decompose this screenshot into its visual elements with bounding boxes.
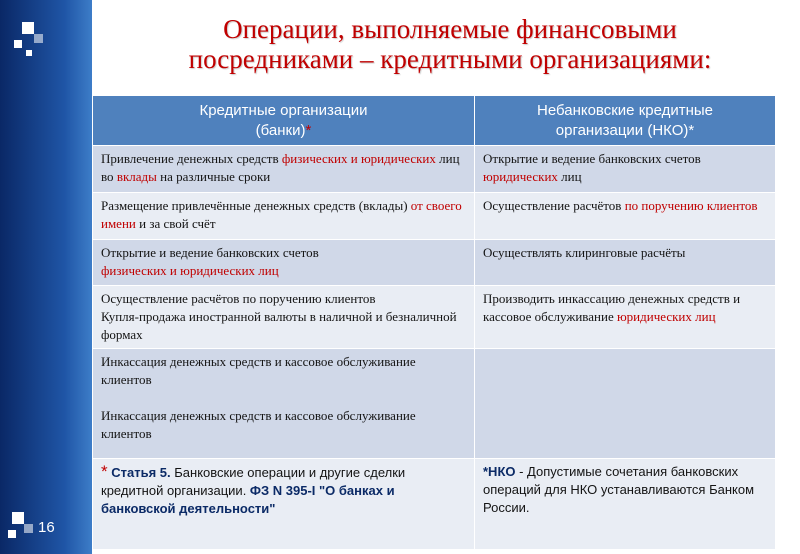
cell-text: на различные сроки xyxy=(156,169,271,184)
note-law: ФЗ N 395-I "О банках и банковской деятельности" xyxy=(101,483,395,516)
header-nko xyxy=(475,96,776,146)
cell-text: лиц xyxy=(557,169,582,184)
cell-text: Привлечение денежных средств xyxy=(101,151,282,166)
cell-highlight: вклады xyxy=(116,169,157,184)
decor-square xyxy=(22,22,34,34)
note-banks xyxy=(93,459,475,550)
cell-text: Производить инкассацию денежных средств и кассовое обслуживание xyxy=(483,291,741,324)
cell-text: Открытие и ведение банковских счетов xyxy=(483,151,701,166)
cell-text: Купля-продажа иностранной валюты в наличной и безналичной формах xyxy=(101,309,457,342)
note-text: - Допустимые сочетания банковских операций для НКО устанавливаются Банком России. xyxy=(483,464,755,515)
table-row xyxy=(93,349,776,459)
table-row xyxy=(93,240,776,286)
title-line: посредниками – кредитными организациями: xyxy=(188,44,712,74)
header-text: организации (НКО)* xyxy=(555,121,695,139)
table-cell xyxy=(93,146,475,193)
cell-highlight: физических и юридических xyxy=(281,151,436,166)
cell-text: Инкассация денежных средств и кассовое обслуживание клиентов xyxy=(101,354,416,387)
table-row xyxy=(93,286,776,349)
cell-text: Инкассация денежных средств и кассовое обслуживание клиентов xyxy=(101,408,416,441)
table-cell xyxy=(475,240,776,286)
cell-text: Осуществление расчётов по поручению клиентов xyxy=(101,291,376,306)
notes-row xyxy=(93,459,776,550)
table-cell xyxy=(475,193,776,240)
note-text: Банковские операции и другие сделки кредитной организации. xyxy=(101,465,406,498)
header-text: (банки) xyxy=(255,121,306,139)
cell-text: лиц во xyxy=(101,151,460,184)
decor-square xyxy=(24,524,33,533)
cell-highlight: физических и юридических лиц xyxy=(101,263,279,278)
header-text: Небанковские кредитные xyxy=(536,101,714,119)
operations-table xyxy=(92,95,776,550)
cell-highlight: юридических лиц xyxy=(616,309,716,324)
table-cell xyxy=(93,286,475,349)
title-line: Операции, выполняемые финансовыми xyxy=(223,14,677,44)
header-row xyxy=(93,96,776,146)
cell-text: и за свой счёт xyxy=(135,216,216,231)
table-cell xyxy=(475,286,776,349)
cell-text: Осуществлять клиринговые расчёты xyxy=(483,245,686,260)
cell-highlight: от своего имени xyxy=(101,198,462,231)
cell-text: Размещение привлечённые денежных средств (вклады) xyxy=(101,198,411,213)
header-banks xyxy=(93,96,475,146)
decor-square xyxy=(26,50,32,56)
note-nko xyxy=(475,459,776,550)
table-cell xyxy=(93,349,475,459)
table-cell xyxy=(93,240,475,286)
decor-square xyxy=(12,512,24,524)
note-article: Статья 5. xyxy=(111,465,171,480)
cell-text: Осуществление расчётов xyxy=(483,198,625,213)
decor-square xyxy=(8,530,16,538)
slide-title xyxy=(100,14,800,74)
note-nko-label: *НКО xyxy=(483,464,516,479)
slide-number: 16 xyxy=(38,519,55,536)
sidebar-decoration xyxy=(0,0,92,554)
cell-highlight: юридических xyxy=(483,169,558,184)
table-row xyxy=(93,146,776,193)
table-cell-empty xyxy=(475,349,776,459)
note-star: * xyxy=(101,462,108,481)
table-row xyxy=(93,193,776,240)
table-cell xyxy=(93,193,475,240)
cell-highlight: по поручению клиентов xyxy=(624,198,758,213)
header-star: * xyxy=(305,121,312,139)
table-cell xyxy=(475,146,776,193)
cell-text: Открытие и ведение банковских счетов xyxy=(101,245,319,260)
decor-square xyxy=(34,34,43,43)
header-text: Кредитные организации xyxy=(199,101,368,119)
decor-square xyxy=(14,40,22,48)
